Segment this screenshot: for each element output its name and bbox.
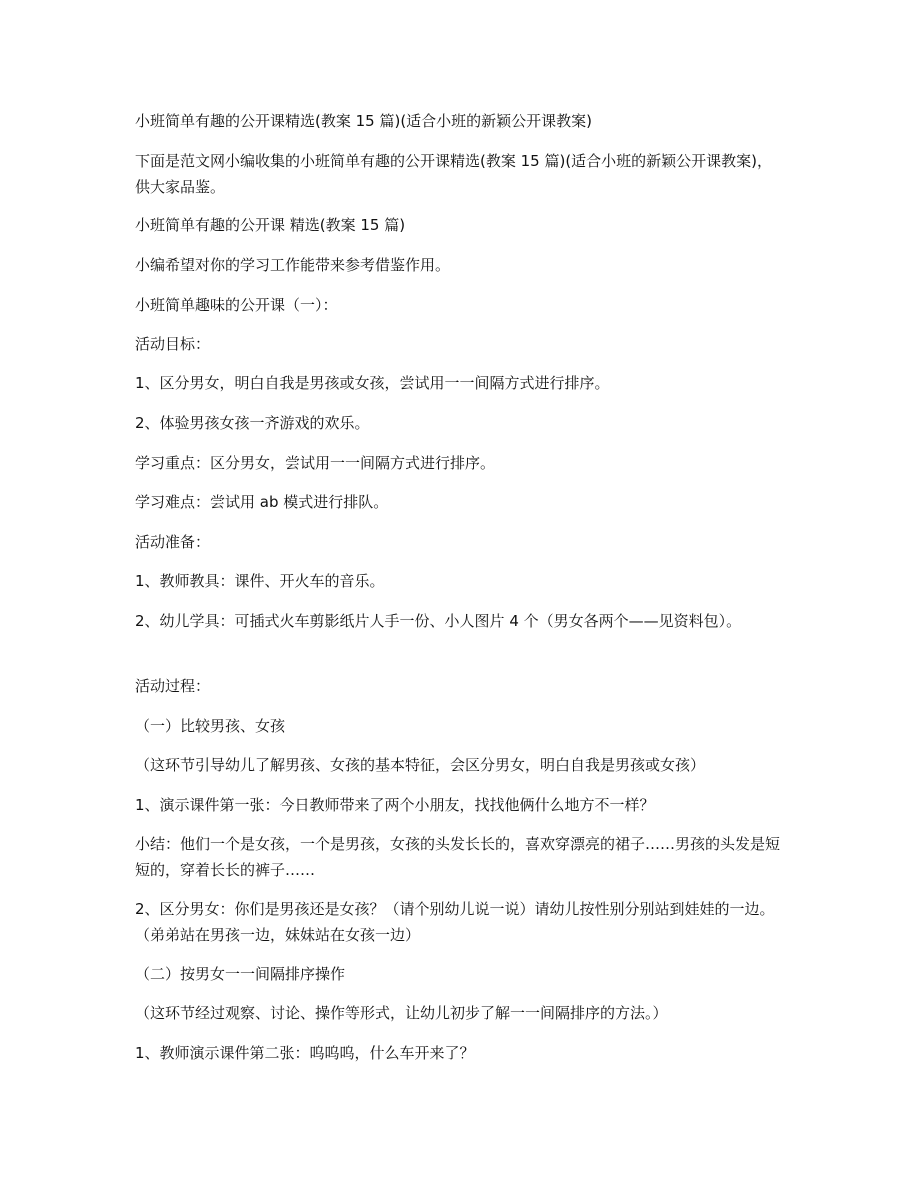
paragraph: 小编希望对你的学习工作能带来参考借鉴作用。 (135, 256, 451, 274)
learning-difficulty: 学习难点：尝试用 ab 模式进行排队。 (135, 493, 389, 511)
document-title: 小班简单有趣的公开课精选(教案 15 篇)(适合小班的新颖公开课教案) (135, 112, 593, 130)
activity-goals-heading: 活动目标： (135, 335, 211, 353)
preparation-item: 1、教师教具：课件、开火车的音乐。 (135, 572, 385, 590)
goal-item: 1、区分男女，明白自我是男孩或女孩，尝试用一一间隔方式进行排序。 (135, 374, 610, 392)
goal-item: 2、体验男孩女孩一齐游戏的欢乐。 (135, 414, 370, 432)
process-heading: 活动过程： (135, 677, 211, 695)
preparation-heading: 活动准备： (135, 533, 211, 551)
step-note: （这环节引导幼儿了解男孩、女孩的基本特征，会区分男女，明白自我是男孩或女孩） (135, 756, 706, 774)
step-item: 2、区分男女：你们是男孩还是女孩？（请个别幼儿说一说）请幼儿按性别分别站到娃娃的一边。（弟弟站在男孩一边，妹妹站在女孩一边） (135, 900, 775, 944)
summary-paragraph: 小结：他们一个是女孩，一个是男孩，女孩的头发长长的，喜欢穿漂亮的裙子……男孩的头发是短短的，穿着长长的裤子…… (135, 835, 781, 879)
learning-focus: 学习重点：区分男女，尝试用一一间隔方式进行排序。 (135, 454, 496, 472)
section-title: 小班简单有趣的公开课 精选(教案 15 篇) (135, 216, 406, 234)
step-heading: （一）比较男孩、女孩 (135, 717, 286, 735)
step-note: （这环节经过观察、讨论、操作等形式，让幼儿初步了解一一间隔排序的方法。） (135, 1004, 668, 1022)
step-item: 1、演示课件第一张：今日教师带来了两个小朋友，找找他俩什么地方不一样？ (135, 796, 655, 814)
preparation-item: 2、幼儿学具：可插式火车剪影纸片人手一份、小人图片 4 个（男女各两个——见资料包）。 (135, 612, 742, 630)
step-item: 1、教师演示课件第二张：呜呜呜，什么车开来了？ (135, 1044, 475, 1062)
step-heading: （二）按男女一一间隔排序操作 (135, 965, 346, 983)
intro-paragraph: 下面是范文网小编收集的小班简单有趣的公开课精选(教案 15 篇)(适合小班的新颖公开课教案)，供大家品鉴。 (135, 152, 773, 196)
lesson-heading: 小班简单趣味的公开课（一）： (135, 296, 338, 314)
